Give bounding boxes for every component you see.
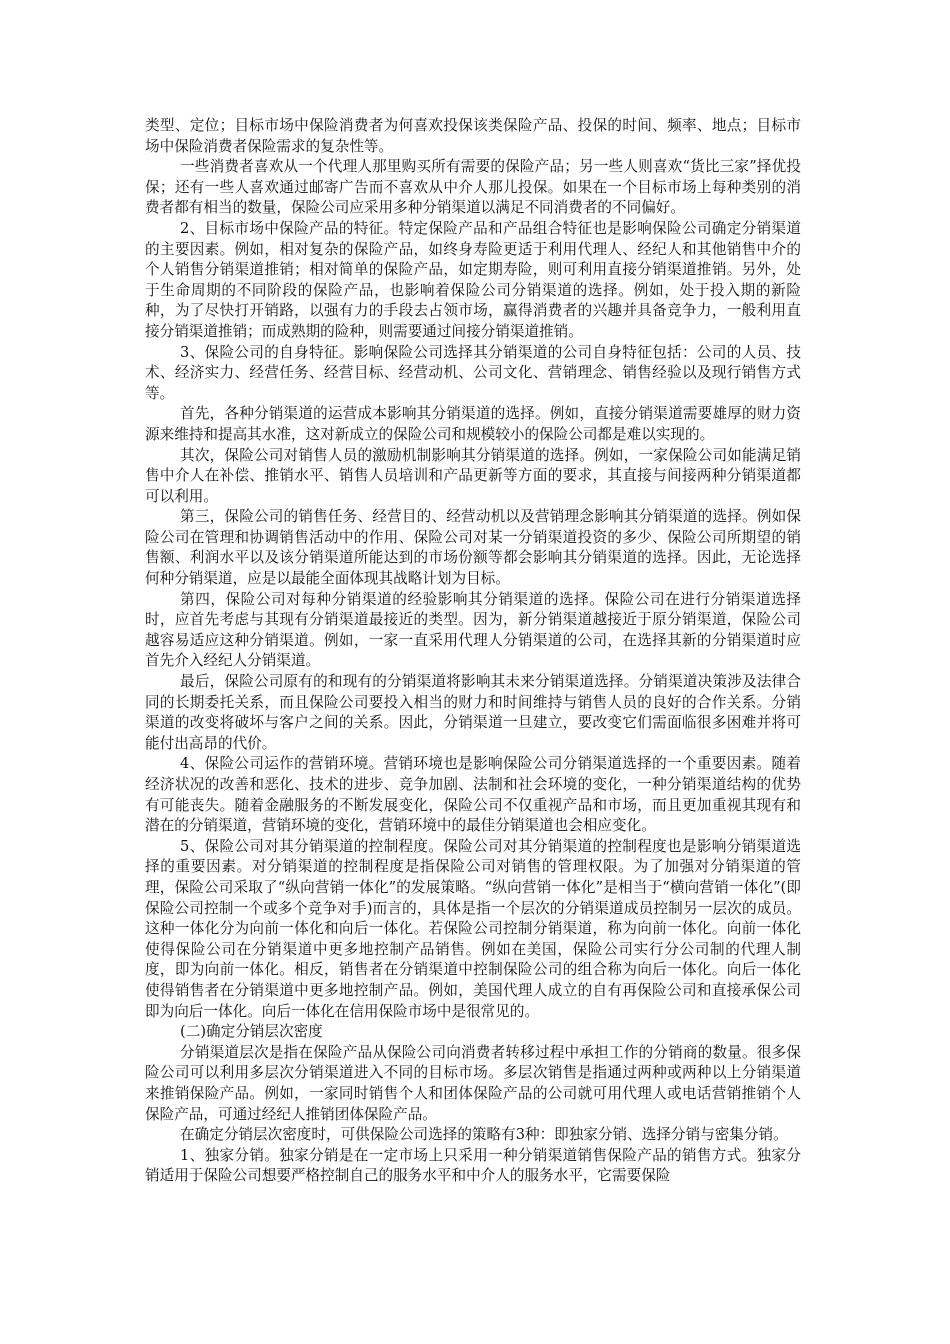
paragraph: 在确定分销层次密度时，可供保险公司选择的策略有3种：即独家分销、选择分销与密集分销。 bbox=[180, 1126, 788, 1144]
paragraph: 4、保险公司运作的营销环境。营销环境也是影响保险公司分销渠道选择的一个重要因素。随着经济状况的改善和恶化、技术的进步、竞争加剧、法制和社会环境的变化，一种分销渠道结构的优势有可能丧失。随着金融服务的不断发展变化，保险公司不仅重视产品和市场，而且更加重视其现有和潜在的分销渠道，营销环境的变化，营销环境中的最佳分销渠道也会相应变化。 bbox=[145, 755, 801, 835]
paragraph: 3、保险公司的自身特征。影响保险公司选择其分销渠道的公司自身特征包括：公司的人员、技术、经济实力、经营任务、经营目标、经营动机、公司文化、营销理念、销售经验以及现行销售方式等。 bbox=[145, 343, 801, 402]
paragraph: 1、独家分销。独家分销是在一定市场上只采用一种分销渠道销售保险产品的销售方式。独家分销适用于保险公司想要严格控制自己的服务水平和中介人的服务水平，它需要保险 bbox=[145, 1146, 801, 1185]
paragraph: 第四，保险公司对每种分销渠道的经验影响其分销渠道的选择。保险公司在进行分销渠道选择时，应首先考虑与其现有分销渠道最接近的类型。因为，新分销渠道越接近于原分销渠道，保险公司越容易适应这种分销渠道。例如，一家一直采用代理人分销渠道的公司，在选择其新的分销渠道时应首先介入经纪人分销渠道。 bbox=[145, 590, 801, 670]
document-body bbox=[145, 116, 801, 1187]
paragraph: 第三，保险公司的销售任务、经营目的、经营动机以及营销理念影响其分销渠道的选择。例如保险公司在管理和协调销售活动中的作用、保险公司对某一分销渠道投资的多少、保险公司所期望的销售额、利润水平以及该分销渠道所能达到的市场份额等都会影响其分销渠道的选择。因此，无论选择何种分销渠道，应是以最能全面体现其战略计划为目标。 bbox=[145, 508, 801, 588]
paragraph: 5、保险公司对其分销渠道的控制程度。保险公司对其分销渠道的控制程度也是影响分销渠道选择的重要因素。对分销渠道的控制程度是指保险公司对销售的管理权限。为了加强对分销渠道的管理，保险公司采取了“纵向营销一体化”的发展策略。“纵向营销一体化”是相当于“横向营销一体化”(即保险公司控制一个或多个竞争对手)而言的，具体是指一个层次的分销渠道成员控制另一层次的成员。这种一体化分为向前一体化和向后一体化。若保险公司控制分销渠道，称为向前一体化。向前一体化使得保险公司在分销渠道中更多地控制产品销售。例如在美国，保险公司实行分公司制的代理人制度，即为向前一体化。相反，销售者在分销渠道中控制保险公司的组合称为向后一体化。向后一体化使得销售者在分销渠道中更多地控制产品。例如，美国代理人成立的自有再保险公司和直接承保公司即为向后一体化。向后一体化在信用保险市场中是很常见的。 bbox=[145, 837, 801, 1020]
paragraph: 类型、定位；目标市场中保险消费者为何喜欢投保该类保险产品、投保的时间、频率、地点；目标市场中保险消费者保险需求的复杂性等。 bbox=[145, 117, 801, 155]
section-heading: (二)确定分销层次密度 bbox=[180, 1023, 323, 1041]
paragraph: 分销渠道层次是指在保险产品从保险公司向消费者转移过程中承担工作的分销商的数量。很多保险公司可以利用多层次分销渠道进入不同的目标市场。多层次销售是指通过两种或两种以上分销渠道来推销保险产品。例如，一家同时销售个人和团体保险产品的公司就可用代理人或电话营销推销个人保险产品，可通过经纪人推销团体保险产品。 bbox=[145, 1043, 801, 1123]
paragraph: 首先，各种分销渠道的运营成本影响其分销渠道的选择。例如，直接分销渠道需要雄厚的财力资源来维持和提高其水准，这对新成立的保险公司和规模较小的保险公司都是难以实现的。 bbox=[145, 405, 801, 443]
paragraph: 一些消费者喜欢从一个代理人那里购买所有需要的保险产品；另一些人则喜欢“货比三家”择优投保；还有一些人喜欢通过邮寄广告而不喜欢从中介人那儿投保。如果在一个目标市场上每种类别的消费者都有相当的数量，保险公司应采用多种分销渠道以满足不同消费者的不同偏好。 bbox=[145, 158, 801, 217]
paragraph: 2、目标市场中保险产品的特征。特定保险产品和产品组合特征也是影响保险公司确定分销渠道的主要因素。例如，相对复杂的保险产品，如终身寿险更适于利用代理人、经纪人和其他销售中介的个人销售分销渠道推销；相对简单的保险产品，如定期寿险，则可利用直接分销渠道推销。另外，处于生命周期的不同阶段的保险产品，也影响着保险公司分销渠道的选择。例如，处于投入期的新险种，为了尽快打开销路，以强有力的手段去占领市场，赢得消费者的兴趣并具备竞争力，一般利用直接分销渠道推销；而成熟期的险种，则需要通过间接分销渠道推销。 bbox=[145, 219, 801, 340]
paragraph: 其次，保险公司对销售人员的激励机制影响其分销渠道的选择。例如，一家保险公司如能满足销售中介人在补偿、推销水平、销售人员培训和产品更新等方面的要求，其直接与间接两种分销渠道都可以利用。 bbox=[145, 446, 801, 505]
paragraph: 最后，保险公司原有的和现有的分销渠道将影响其未来分销渠道选择。分销渠道决策涉及法律合同的长期委托关系，而且保险公司要投入相当的财力和时间维持与销售人员的良好的合作关系。分销渠道的改变将破坏与客户之间的关系。因此，分销渠道一旦建立，要改变它们需面临很多困难并将可能付出高昂的代价。 bbox=[145, 673, 801, 752]
